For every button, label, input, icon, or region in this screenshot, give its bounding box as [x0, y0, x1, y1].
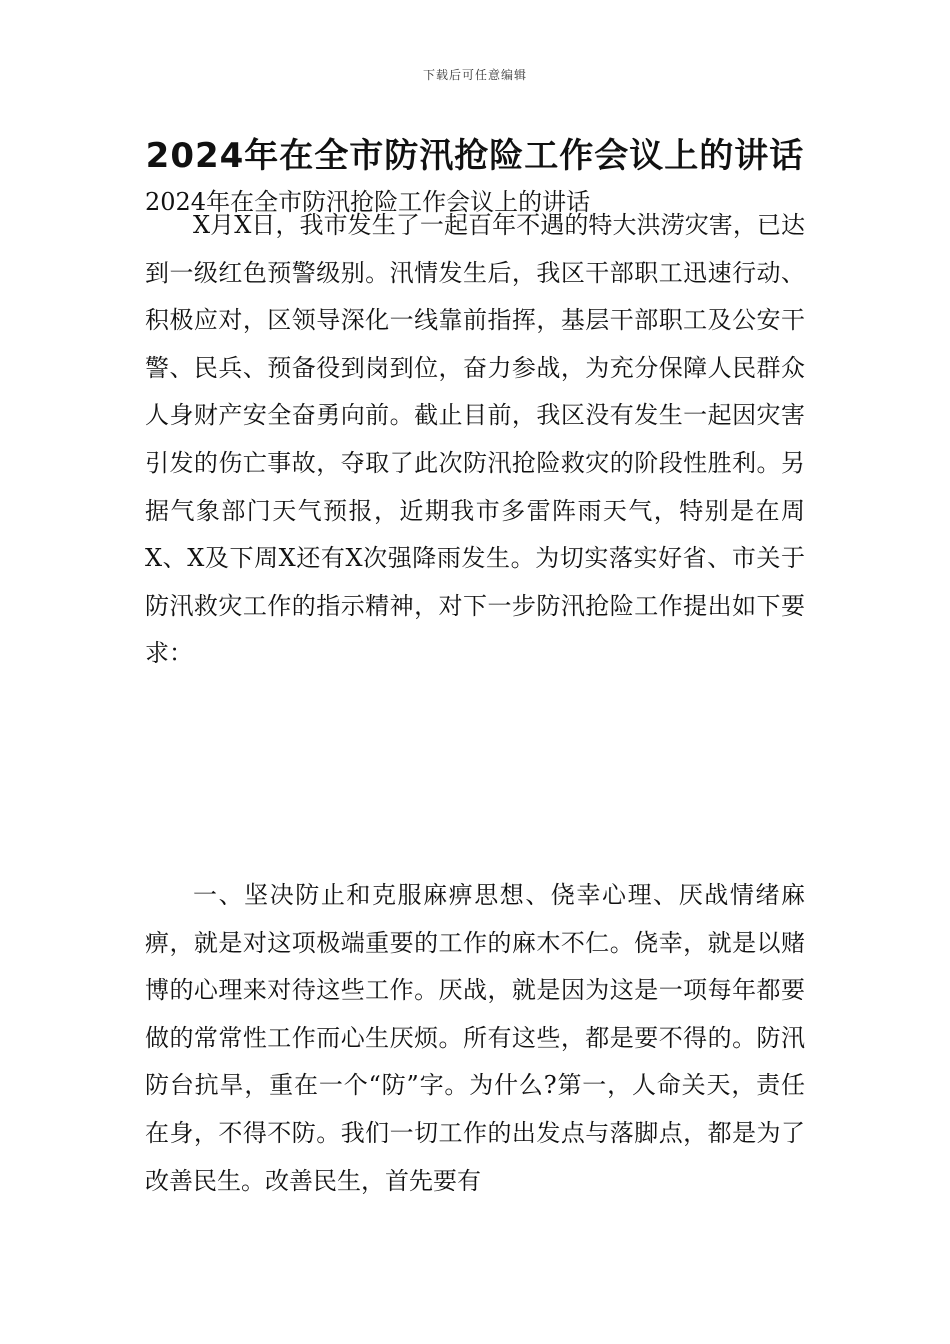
- document-subtitle: 2024年在全市防汛抢险工作会议上的讲话: [145, 188, 591, 216]
- header-note: 下载后可任意编辑: [422, 68, 527, 82]
- document-title: 2024年在全市防汛抢险工作会议上的讲话: [145, 136, 805, 176]
- body-paragraph-section-one: 一、坚决防止和克服麻痹思想、侥幸心理、厌战情绪麻痹，就是对这项极端重要的工作的麻木不仁。侥幸，就是以赌博的心理来对待这些工作。厌战，就是因为这是一项每年都要做的常常性工作而心生厌烦。所有这些，都是要不得的。防汛防台抗旱，重在一个“防”字。为什么?第一，人命关天，责任在身，不得不防。我们一切工作的出发点与落脚点，都是为了改善民生。改善民生，首先要有: [145, 881, 805, 1195]
- body-paragraph-intro: X月X日，我市发生了一起百年不遇的特大洪涝灾害，已达到一级红色预警级别。汛情发生后，我区干部职工迅速行动、积极应对，区领导深化一线靠前指挥，基层干部职工及公安干警、民兵、预备役到岗到位，奋力参战，为充分保障人民群众人身财产安全奋勇向前。截止目前，我区没有发生一起因灾害引发的伤亡事故，夺取了此次防汛抢险救灾的阶段性胜利。另据气象部门天气预报，近期我市多雷阵雨天气，特别是在周X、X及下周X还有X次强降雨发生。为切实落实好省、市关于防汛救灾工作的指示精神，对下一步防汛抢险工作提出如下要求：: [145, 211, 805, 668]
